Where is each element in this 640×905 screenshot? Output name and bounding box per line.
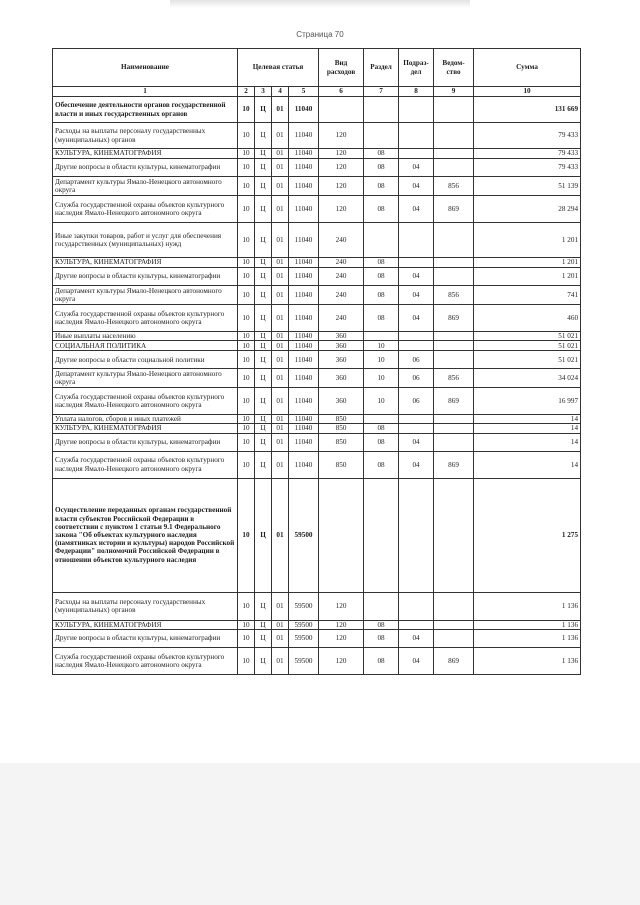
row-code-cell <box>364 332 399 341</box>
row-code-cell: Ц <box>255 592 272 620</box>
table-row <box>53 424 581 433</box>
row-code-cell: 59500 <box>289 478 319 592</box>
row-sum-cell: 51 021 <box>474 332 581 341</box>
row-code-cell: 360 <box>319 369 364 388</box>
budget-table <box>52 48 581 675</box>
row-code-cell <box>319 478 364 592</box>
row-code-cell: 10 <box>238 369 255 388</box>
row-code-cell: 11040 <box>289 305 319 332</box>
row-name-cell: Уплата налогов, сборов и иных платежей <box>53 415 238 424</box>
row-code-cell: 10 <box>238 592 255 620</box>
row-code-cell: 120 <box>319 149 364 159</box>
col-number: 8 <box>399 87 434 97</box>
row-code-cell: 120 <box>319 620 364 629</box>
row-code-cell: 01 <box>272 159 289 177</box>
row-sum-cell: 79 433 <box>474 123 581 149</box>
row-code-cell: Ц <box>255 388 272 415</box>
row-code-cell: 10 <box>238 268 255 286</box>
row-code-cell <box>364 223 399 258</box>
row-name-cell: Расходы на выплаты персоналу государственных (муниципальных) органов <box>53 592 238 620</box>
row-code-cell <box>399 592 434 620</box>
row-code-cell: 10 <box>364 351 399 369</box>
row-code-cell: Ц <box>255 620 272 629</box>
row-code-cell: 04 <box>399 433 434 451</box>
row-code-cell: 120 <box>319 123 364 149</box>
table-row <box>53 433 581 451</box>
row-code-cell: 856 <box>434 369 474 388</box>
row-code-cell <box>364 97 399 123</box>
row-code-cell: 120 <box>319 159 364 177</box>
row-code-cell: 240 <box>319 258 364 268</box>
row-sum-cell: 131 669 <box>474 97 581 123</box>
row-sum-cell: 79 433 <box>474 149 581 159</box>
row-code-cell: 04 <box>399 647 434 674</box>
row-name-cell: СОЦИАЛЬНАЯ ПОЛИТИКА <box>53 341 238 351</box>
row-code-cell: 01 <box>272 97 289 123</box>
row-code-cell: Ц <box>255 451 272 478</box>
table-row <box>53 196 581 223</box>
table-row <box>53 149 581 159</box>
row-code-cell: 59500 <box>289 620 319 629</box>
row-code-cell <box>399 478 434 592</box>
scan-margin <box>0 763 640 905</box>
row-code-cell: 04 <box>399 286 434 305</box>
row-code-cell: 10 <box>238 223 255 258</box>
row-code-cell: 01 <box>272 286 289 305</box>
row-code-cell: 11040 <box>289 388 319 415</box>
row-code-cell: 360 <box>319 332 364 341</box>
row-code-cell: Ц <box>255 286 272 305</box>
row-code-cell <box>399 223 434 258</box>
row-code-cell <box>434 149 474 159</box>
row-code-cell: 10 <box>238 388 255 415</box>
row-code-cell: Ц <box>255 258 272 268</box>
header-section: Раздел <box>364 49 399 87</box>
row-code-cell <box>434 433 474 451</box>
row-code-cell: 01 <box>272 258 289 268</box>
row-code-cell: 869 <box>434 451 474 478</box>
row-code-cell: 869 <box>434 196 474 223</box>
row-code-cell: Ц <box>255 369 272 388</box>
row-name-cell: Другие вопросы в области культуры, кинематографии <box>53 629 238 647</box>
page-label: Страница 70 <box>296 30 344 39</box>
row-name-cell: Осуществление переданных органам государственной власти субъектов Российской Федерации в соответствии с пунктом 1 статьи 9.1 Федерального закона "Об объектах культурного наследия (памятниках истории и культуры) народов Российской Федерации" полномочий Российской Федерации в отношении объектов культурного наследия <box>53 478 238 592</box>
table-row <box>53 123 581 149</box>
row-sum-cell: 1 136 <box>474 647 581 674</box>
row-code-cell: 01 <box>272 369 289 388</box>
row-code-cell: Ц <box>255 424 272 433</box>
row-code-cell: 01 <box>272 388 289 415</box>
row-code-cell <box>434 592 474 620</box>
row-name-cell: Другие вопросы в области социальной политики <box>53 351 238 369</box>
row-name-cell: Служба государственной охраны объектов культурного наследия Ямало-Ненецкого автономного округа <box>53 647 238 674</box>
row-code-cell <box>399 332 434 341</box>
row-code-cell: Ц <box>255 629 272 647</box>
row-code-cell: 01 <box>272 433 289 451</box>
row-code-cell <box>434 123 474 149</box>
row-code-cell: Ц <box>255 341 272 351</box>
row-code-cell: 08 <box>364 149 399 159</box>
row-code-cell: Ц <box>255 196 272 223</box>
row-code-cell: 856 <box>434 177 474 196</box>
row-code-cell <box>434 341 474 351</box>
row-name-cell: КУЛЬТУРА, КИНЕМАТОГРАФИЯ <box>53 620 238 629</box>
row-code-cell <box>434 424 474 433</box>
row-code-cell: 11040 <box>289 223 319 258</box>
row-code-cell: 120 <box>319 629 364 647</box>
row-code-cell: 04 <box>399 305 434 332</box>
row-code-cell: 01 <box>272 341 289 351</box>
table-row <box>53 332 581 341</box>
row-code-cell: Ц <box>255 123 272 149</box>
row-code-cell <box>434 351 474 369</box>
row-name-cell: Служба государственной охраны объектов культурного наследия Ямало-Ненецкого автономного округа <box>53 196 238 223</box>
table-row <box>53 341 581 351</box>
row-code-cell: 10 <box>364 341 399 351</box>
header-target-article: Целевая статья <box>238 49 319 87</box>
row-code-cell: 10 <box>238 341 255 351</box>
row-code-cell <box>364 415 399 424</box>
row-name-cell: Департамент культуры Ямало-Ненецкого автономного округа <box>53 286 238 305</box>
row-code-cell: 360 <box>319 388 364 415</box>
col-number: 10 <box>474 87 581 97</box>
row-code-cell: 240 <box>319 305 364 332</box>
table-row <box>53 223 581 258</box>
row-code-cell: Ц <box>255 647 272 674</box>
row-code-cell: 10 <box>364 388 399 415</box>
row-code-cell: 01 <box>272 620 289 629</box>
row-code-cell: 01 <box>272 123 289 149</box>
row-code-cell: 59500 <box>289 629 319 647</box>
row-code-cell <box>434 478 474 592</box>
row-code-cell: 850 <box>319 424 364 433</box>
row-code-cell: 11040 <box>289 159 319 177</box>
row-name-cell: Другие вопросы в области культуры, кинематографии <box>53 268 238 286</box>
row-code-cell: 04 <box>399 196 434 223</box>
col-number: 2 <box>238 87 255 97</box>
header-name: Наименование <box>53 49 238 87</box>
row-code-cell: 11040 <box>289 177 319 196</box>
row-name-cell: Департамент культуры Ямало-Ненецкого автономного округа <box>53 177 238 196</box>
row-code-cell: 120 <box>319 592 364 620</box>
row-code-cell: 10 <box>238 620 255 629</box>
row-code-cell: 10 <box>238 149 255 159</box>
table-row <box>53 268 581 286</box>
row-code-cell: Ц <box>255 332 272 341</box>
row-code-cell: 10 <box>238 196 255 223</box>
table-row <box>53 159 581 177</box>
row-sum-cell: 14 <box>474 415 581 424</box>
row-code-cell: 59500 <box>289 647 319 674</box>
row-sum-cell: 460 <box>474 305 581 332</box>
row-code-cell <box>364 123 399 149</box>
row-code-cell: Ц <box>255 159 272 177</box>
row-code-cell: 850 <box>319 451 364 478</box>
row-code-cell: 10 <box>238 629 255 647</box>
row-code-cell: 01 <box>272 177 289 196</box>
row-code-cell: 04 <box>399 451 434 478</box>
row-code-cell: 01 <box>272 451 289 478</box>
row-code-cell: 10 <box>238 351 255 369</box>
row-sum-cell: 28 294 <box>474 196 581 223</box>
header-row <box>53 49 581 87</box>
row-code-cell <box>434 159 474 177</box>
col-number: 6 <box>319 87 364 97</box>
row-code-cell: 10 <box>238 159 255 177</box>
row-code-cell: 08 <box>364 629 399 647</box>
row-code-cell: 04 <box>399 629 434 647</box>
table-row <box>53 177 581 196</box>
row-sum-cell: 1 136 <box>474 592 581 620</box>
row-code-cell: 08 <box>364 451 399 478</box>
row-code-cell: Ц <box>255 223 272 258</box>
row-code-cell: 01 <box>272 629 289 647</box>
row-code-cell: 360 <box>319 341 364 351</box>
row-name-cell: Другие вопросы в области культуры, кинематографии <box>53 433 238 451</box>
row-code-cell: 240 <box>319 268 364 286</box>
table-row <box>53 415 581 424</box>
table-row <box>53 478 581 592</box>
row-sum-cell: 14 <box>474 424 581 433</box>
row-code-cell: 120 <box>319 177 364 196</box>
row-code-cell: 08 <box>364 177 399 196</box>
row-code-cell: 01 <box>272 424 289 433</box>
row-code-cell: Ц <box>255 433 272 451</box>
row-code-cell: Ц <box>255 177 272 196</box>
row-code-cell: 869 <box>434 305 474 332</box>
table-row <box>53 647 581 674</box>
row-name-cell: Расходы на выплаты персоналу государственных (муниципальных) органов <box>53 123 238 149</box>
row-code-cell <box>434 332 474 341</box>
row-code-cell: 10 <box>238 286 255 305</box>
row-code-cell <box>434 258 474 268</box>
row-code-cell: Ц <box>255 305 272 332</box>
row-code-cell <box>399 424 434 433</box>
row-code-cell: 11040 <box>289 196 319 223</box>
row-name-cell: Служба государственной охраны объектов культурного наследия Ямало-Ненецкого автономного округа <box>53 305 238 332</box>
row-sum-cell: 1 201 <box>474 223 581 258</box>
column-number-row <box>53 87 581 97</box>
row-code-cell: 850 <box>319 415 364 424</box>
row-code-cell: 120 <box>319 647 364 674</box>
row-code-cell: 360 <box>319 351 364 369</box>
row-code-cell <box>434 620 474 629</box>
row-code-cell: 11040 <box>289 351 319 369</box>
row-code-cell: 08 <box>364 159 399 177</box>
row-code-cell: Ц <box>255 268 272 286</box>
row-code-cell: Ц <box>255 415 272 424</box>
row-code-cell: 10 <box>238 305 255 332</box>
row-code-cell: Ц <box>255 351 272 369</box>
row-code-cell <box>434 268 474 286</box>
row-code-cell <box>399 620 434 629</box>
row-code-cell: 10 <box>238 258 255 268</box>
row-code-cell: 01 <box>272 351 289 369</box>
row-code-cell: 11040 <box>289 369 319 388</box>
table-row <box>53 620 581 629</box>
row-code-cell: 10 <box>238 647 255 674</box>
col-number: 3 <box>255 87 272 97</box>
row-code-cell: 11040 <box>289 332 319 341</box>
table-row <box>53 286 581 305</box>
row-code-cell: 850 <box>319 433 364 451</box>
row-name-cell: КУЛЬТУРА, КИНЕМАТОГРАФИЯ <box>53 258 238 268</box>
row-name-cell: Другие вопросы в области культуры, кинематографии <box>53 159 238 177</box>
table-row <box>53 369 581 388</box>
row-code-cell: 869 <box>434 388 474 415</box>
row-sum-cell: 1 275 <box>474 478 581 592</box>
row-code-cell: 01 <box>272 478 289 592</box>
row-code-cell: 01 <box>272 592 289 620</box>
row-name-cell: КУЛЬТУРА, КИНЕМАТОГРАФИЯ <box>53 424 238 433</box>
header-sum: Сумма <box>474 49 581 87</box>
row-name-cell: Служба государственной охраны объектов культурного наследия Ямало-Ненецкого автономного округа <box>53 388 238 415</box>
row-code-cell: 08 <box>364 433 399 451</box>
row-code-cell: 10 <box>238 332 255 341</box>
row-sum-cell: 79 433 <box>474 159 581 177</box>
row-code-cell: 120 <box>319 196 364 223</box>
row-sum-cell: 741 <box>474 286 581 305</box>
row-code-cell <box>399 149 434 159</box>
row-code-cell: 01 <box>272 268 289 286</box>
row-code-cell: 08 <box>364 647 399 674</box>
row-code-cell: 01 <box>272 415 289 424</box>
row-sum-cell: 14 <box>474 451 581 478</box>
row-sum-cell: 34 024 <box>474 369 581 388</box>
row-sum-cell: 51 021 <box>474 341 581 351</box>
row-code-cell <box>434 223 474 258</box>
col-number: 9 <box>434 87 474 97</box>
row-sum-cell: 1 201 <box>474 258 581 268</box>
row-sum-cell: 1 201 <box>474 268 581 286</box>
row-code-cell: 869 <box>434 647 474 674</box>
row-code-cell <box>399 258 434 268</box>
row-code-cell <box>364 478 399 592</box>
table-row <box>53 629 581 647</box>
row-code-cell: 11040 <box>289 286 319 305</box>
row-code-cell: 10 <box>238 415 255 424</box>
row-code-cell: 08 <box>364 305 399 332</box>
table-row <box>53 305 581 332</box>
row-name-cell: Служба государственной охраны объектов культурного наследия Ямало-Ненецкого автономного округа <box>53 451 238 478</box>
row-sum-cell: 51 139 <box>474 177 581 196</box>
row-code-cell: Ц <box>255 97 272 123</box>
col-number: 7 <box>364 87 399 97</box>
row-code-cell: 11040 <box>289 451 319 478</box>
row-name-cell: Обеспечение деятельности органов государственной власти и иных государственных органов <box>53 97 238 123</box>
row-name-cell: КУЛЬТУРА, КИНЕМАТОГРАФИЯ <box>53 149 238 159</box>
row-code-cell: 01 <box>272 332 289 341</box>
row-code-cell: 240 <box>319 286 364 305</box>
row-sum-cell: 1 136 <box>474 629 581 647</box>
table-row <box>53 451 581 478</box>
row-name-cell: Иные закупки товаров, работ и услуг для обеспечения государственных (муниципальных) нужд <box>53 223 238 258</box>
row-code-cell: 240 <box>319 223 364 258</box>
col-number: 5 <box>289 87 319 97</box>
row-code-cell <box>399 123 434 149</box>
row-code-cell: 08 <box>364 286 399 305</box>
row-code-cell: 04 <box>399 159 434 177</box>
row-code-cell: 11040 <box>289 433 319 451</box>
row-code-cell: 10 <box>238 177 255 196</box>
row-code-cell <box>399 415 434 424</box>
row-code-cell: 08 <box>364 196 399 223</box>
row-sum-cell: 16 997 <box>474 388 581 415</box>
col-number: 1 <box>53 87 238 97</box>
table-body <box>53 97 581 675</box>
row-code-cell: 59500 <box>289 592 319 620</box>
row-code-cell: 856 <box>434 286 474 305</box>
row-code-cell: 04 <box>399 177 434 196</box>
row-code-cell: 10 <box>238 424 255 433</box>
row-sum-cell: 14 <box>474 433 581 451</box>
table-row <box>53 592 581 620</box>
row-code-cell <box>434 415 474 424</box>
header-subsection: Подраз-дел <box>399 49 434 87</box>
row-code-cell: 01 <box>272 647 289 674</box>
row-code-cell: 11040 <box>289 123 319 149</box>
row-code-cell: 06 <box>399 351 434 369</box>
row-code-cell: Ц <box>255 478 272 592</box>
row-code-cell: 11040 <box>289 424 319 433</box>
row-code-cell <box>364 592 399 620</box>
row-code-cell <box>399 341 434 351</box>
scan-shadow <box>170 0 470 8</box>
row-code-cell: 04 <box>399 268 434 286</box>
row-code-cell: 10 <box>238 97 255 123</box>
row-name-cell: Иные выплаты населению <box>53 332 238 341</box>
col-number: 4 <box>272 87 289 97</box>
row-code-cell: 11040 <box>289 258 319 268</box>
row-code-cell: 06 <box>399 369 434 388</box>
row-name-cell: Департамент культуры Ямало-Ненецкого автономного округа <box>53 369 238 388</box>
table-row <box>53 351 581 369</box>
row-code-cell: 10 <box>364 369 399 388</box>
row-code-cell: 01 <box>272 149 289 159</box>
row-code-cell: 10 <box>238 451 255 478</box>
row-code-cell: Ц <box>255 149 272 159</box>
row-code-cell: 01 <box>272 223 289 258</box>
row-sum-cell: 51 021 <box>474 351 581 369</box>
table-row <box>53 97 581 123</box>
row-code-cell: 08 <box>364 268 399 286</box>
row-code-cell: 11040 <box>289 415 319 424</box>
row-code-cell: 08 <box>364 620 399 629</box>
row-code-cell: 11040 <box>289 149 319 159</box>
table-row <box>53 388 581 415</box>
row-code-cell: 10 <box>238 433 255 451</box>
row-code-cell: 08 <box>364 424 399 433</box>
header-expense-type: Вид расходов <box>319 49 364 87</box>
row-code-cell <box>319 97 364 123</box>
table-row <box>53 258 581 268</box>
row-code-cell: 01 <box>272 305 289 332</box>
row-code-cell: 10 <box>238 478 255 592</box>
row-code-cell: 08 <box>364 258 399 268</box>
header-department: Ведом-ство <box>434 49 474 87</box>
row-code-cell: 06 <box>399 388 434 415</box>
row-code-cell: 10 <box>238 123 255 149</box>
row-sum-cell: 1 136 <box>474 620 581 629</box>
row-code-cell <box>434 97 474 123</box>
row-code-cell <box>399 97 434 123</box>
row-code-cell: 11040 <box>289 268 319 286</box>
row-code-cell: 01 <box>272 196 289 223</box>
row-code-cell <box>434 629 474 647</box>
row-code-cell: 11040 <box>289 341 319 351</box>
row-code-cell: 11040 <box>289 97 319 123</box>
